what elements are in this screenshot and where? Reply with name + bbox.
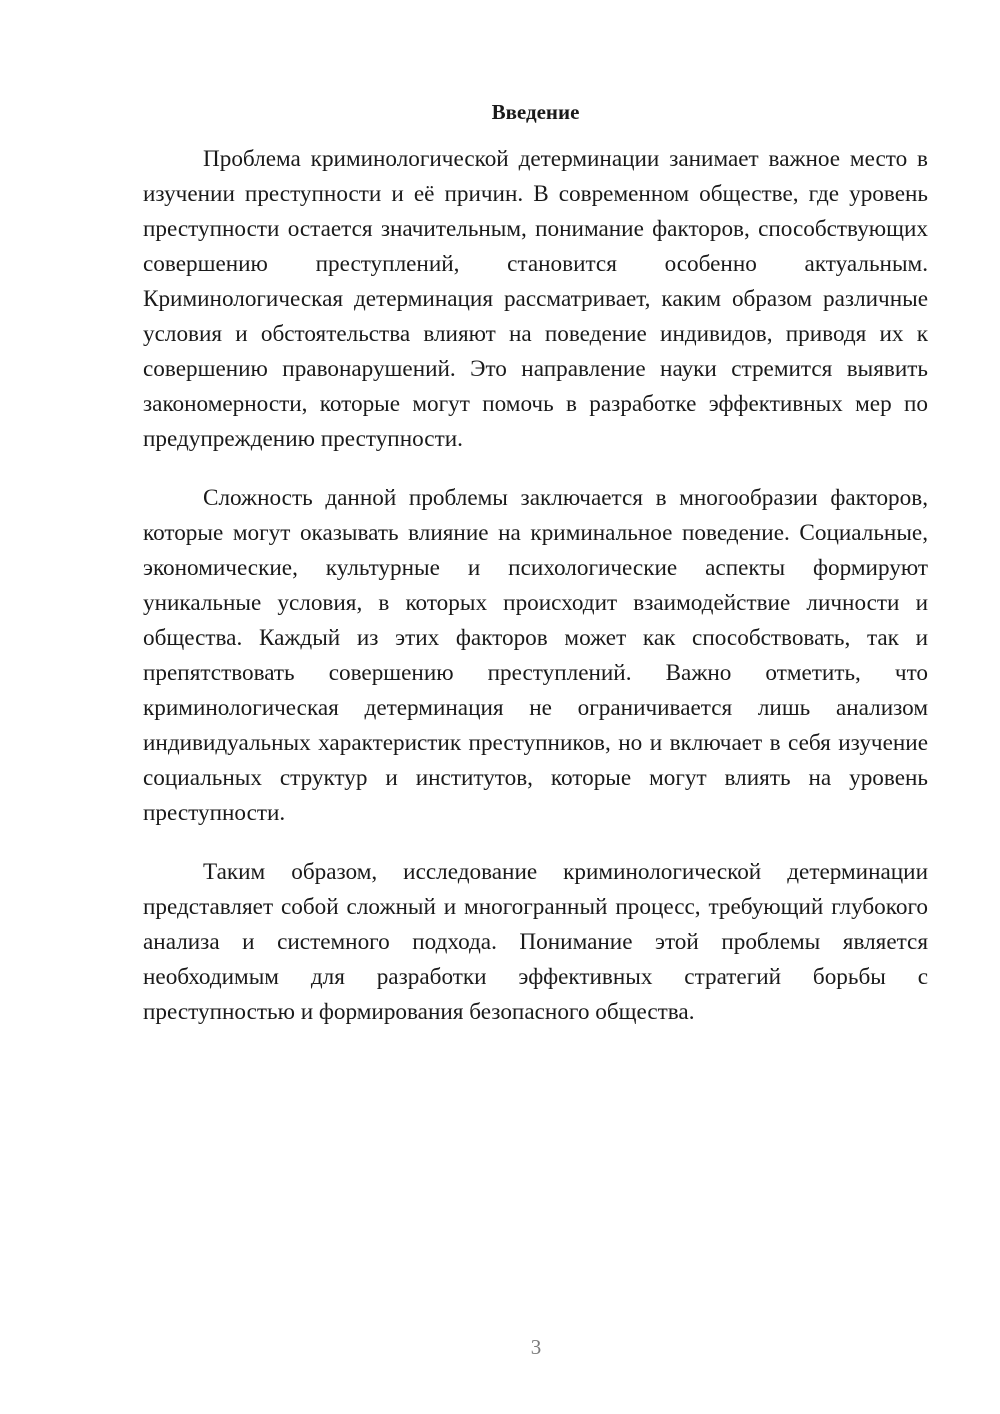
paragraph: Сложность данной проблемы заключается в многообразии факторов, которые могут оказывать влияние на криминальное поведение. Социальные, экономические, культурные и психологические аспекты формируют уникальные условия, в которых происходит взаимодействие личности и общества. Каждый из этих факторов может как способствовать, так и препятствовать совершению преступлений. Важно отметить, что криминологическая детерминация не ограничивается лишь анализом индивидуальных характеристик преступников, но и включает в себя изучение социальных структур и институтов, которые могут влиять на уровень преступности. [143,485,928,826]
paragraph: Проблема криминологической детерминации занимает важное место в изучении преступности и её причин. В современном обществе, где уровень преступности остается значительным, понимание факторов, способствующих совершению преступлений, становится особенно актуальным. Криминологическая детерминация рассматривает, каким образом различные условия и обстоятельства влияют на поведение индивидов, приводя их к совершению правонарушений. Это направление науки стремится выявить закономерности, которые могут помочь в разработке эффективных мер по предупреждению преступности. [143,146,928,452]
body-text [143,142,928,1054]
section-heading: Введение [491,100,580,124]
page-number: 3 [530,1335,542,1359]
paragraph: Таким образом, исследование криминологической детерминации представляет собой сложный и многогранный процесс, требующий глубокого анализа и системного подхода. Понимание этой проблемы является необходимым для разработки эффективных стратегий борьбы с преступностью и формирования безопасного общества. [143,859,928,1025]
